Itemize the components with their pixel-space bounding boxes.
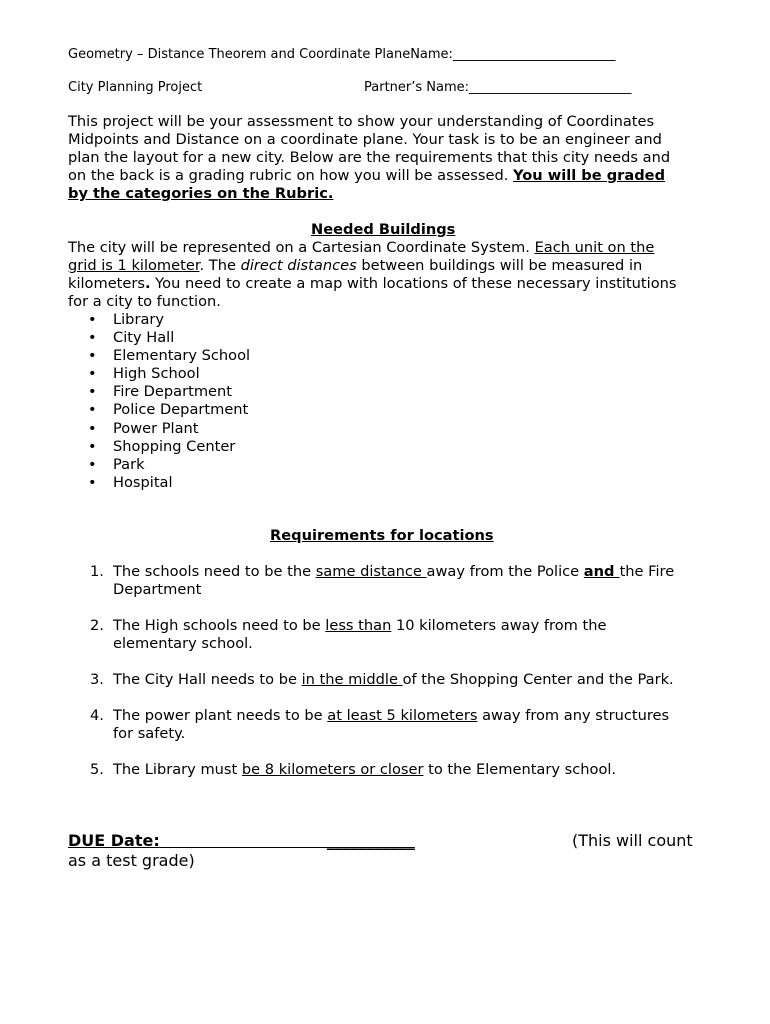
- building-name: Police Department: [113, 401, 249, 419]
- building-name: Elementary School: [113, 347, 251, 365]
- same-distance-emphasis: same distance: [315, 563, 427, 580]
- building-list-item: [88, 329, 250, 347]
- bold-period: .: [145, 275, 151, 292]
- name-label: Name:: [410, 47, 453, 62]
- requirements-list: [90, 563, 720, 797]
- unit-emphasis: Each unit on the: [534, 239, 655, 256]
- needed-line: [68, 257, 708, 275]
- requirement-item: [90, 761, 720, 779]
- needed-text: You need to create a map with locations of these necessary institutions: [150, 275, 677, 292]
- bullet-icon: •: [88, 347, 97, 365]
- bullet-icon: •: [88, 473, 97, 491]
- unit-emphasis-cont: grid is 1 kilometer: [68, 257, 200, 274]
- building-list-item: [88, 347, 250, 365]
- graded-emphasis: You will be graded: [513, 167, 666, 184]
- bullet-icon: •: [88, 455, 97, 473]
- requirement-number: 5.: [90, 761, 104, 778]
- requirement-line: [113, 671, 720, 689]
- building-name: Shopping Center: [113, 437, 236, 455]
- needed-line: [68, 239, 708, 257]
- requirement-line: [113, 617, 720, 635]
- bullet-icon: •: [88, 311, 97, 328]
- building-name: High School: [113, 365, 200, 383]
- needed-buildings-heading: Needed Buildings: [311, 221, 456, 238]
- less-than-emphasis: less than: [325, 617, 392, 634]
- needed-text: between buildings will be measured in: [356, 257, 643, 274]
- bullet-icon: •: [88, 437, 97, 455]
- intro-line: This project will be your assessment to show your understanding of Coordinates: [68, 113, 655, 130]
- partner-name-label: Partner’s Name:: [364, 80, 470, 95]
- at-least-emphasis: at least 5 kilometers: [327, 707, 478, 724]
- intro-line: plan the layout for a new city. Below are the requirements that this city needs and: [68, 149, 671, 166]
- req-text: 10 kilometers away from the: [391, 617, 607, 634]
- due-date-blank[interactable]: ___________: [159, 831, 415, 850]
- requirement-line: elementary school.: [113, 635, 253, 652]
- building-name: Park: [113, 455, 145, 473]
- requirement-item: [90, 617, 720, 653]
- building-name: Power Plant: [113, 419, 199, 437]
- requirement-line: for safety.: [113, 725, 186, 742]
- requirement-number: 3.: [90, 671, 104, 688]
- building-list-item: [88, 311, 250, 329]
- requirement-number: 4.: [90, 707, 104, 724]
- needed-text: kilometers: [68, 275, 145, 292]
- req-text: away from the Police: [426, 563, 584, 580]
- building-list-item: [88, 456, 250, 474]
- name-blank[interactable]: _________________________: [452, 47, 616, 62]
- due-date-label: [68, 831, 415, 850]
- req-text: the Fire: [619, 563, 675, 580]
- due-date-line: [68, 831, 415, 851]
- intro-paragraph: [68, 113, 708, 203]
- requirement-line: [113, 563, 720, 581]
- requirement-item: [90, 563, 720, 599]
- requirement-line: [113, 707, 720, 725]
- project-title: City Planning Project: [68, 80, 203, 95]
- building-list-item: [88, 401, 250, 419]
- building-list-item: [88, 365, 250, 383]
- bullet-icon: •: [88, 365, 97, 383]
- needed-text: . The: [199, 257, 241, 274]
- requirement-item: [90, 671, 720, 689]
- req-text: The schools need to be the: [113, 563, 316, 580]
- req-text: away from any structures: [477, 707, 670, 724]
- header-line-1: [68, 47, 615, 63]
- req-text: of the Shopping Center and the Park.: [402, 671, 674, 688]
- needed-line: [68, 275, 708, 293]
- bullet-icon: •: [88, 401, 97, 419]
- buildings-list: [88, 311, 250, 492]
- building-name: Fire Department: [113, 383, 232, 401]
- building-list-item: [88, 438, 250, 456]
- needed-paragraph: [68, 239, 708, 311]
- requirements-heading: Requirements for locations: [270, 527, 494, 544]
- intro-line: Midpoints and Distance on a coordinate plane. Your task is to be an engineer and: [68, 131, 662, 148]
- direct-distances-italic: direct distances: [240, 257, 357, 274]
- req-text: The High schools need to be: [113, 617, 326, 634]
- req-text: to the Elementary school.: [423, 761, 617, 778]
- course-title: Geometry – Distance Theorem and Coordinate Plane: [68, 47, 411, 62]
- building-name: Hospital: [113, 473, 173, 491]
- graded-emphasis-cont: by the categories on the Rubric.: [68, 185, 334, 202]
- due-label-text: DUE Date:: [68, 831, 160, 850]
- needed-line: for a city to function.: [68, 293, 221, 310]
- needed-text: The city will be represented on a Cartesian Coordinate System.: [68, 239, 535, 256]
- intro-line: [68, 167, 708, 185]
- eight-km-emphasis: be 8 kilometers or closer: [241, 761, 424, 778]
- bullet-icon: •: [88, 383, 97, 401]
- requirement-number: 2.: [90, 617, 104, 634]
- bullet-icon: •: [88, 329, 97, 347]
- requirement-line: [113, 761, 720, 779]
- req-text: The City Hall needs to be: [113, 671, 302, 688]
- building-list-item: [88, 383, 250, 401]
- in-the-middle-emphasis: in the middle: [301, 671, 403, 688]
- requirement-line: Department: [113, 581, 202, 598]
- test-grade-note-cont: as a test grade): [68, 851, 195, 870]
- and-emphasis: and: [583, 563, 620, 580]
- building-name: Library: [113, 311, 165, 328]
- req-text: The Library must: [113, 761, 242, 778]
- requirement-number: 1.: [90, 563, 104, 580]
- building-name: City Hall: [113, 329, 175, 347]
- partner-name-blank[interactable]: _________________________: [469, 80, 632, 95]
- bullet-icon: •: [88, 419, 97, 437]
- building-list-item: [88, 474, 250, 492]
- partner-name-line: [364, 80, 632, 96]
- requirement-item: [90, 707, 720, 743]
- test-grade-note: (This will count: [572, 831, 693, 850]
- req-text: The power plant needs to be: [113, 707, 328, 724]
- intro-text: on the back is a grading rubric on how you will be assessed.: [68, 167, 514, 184]
- building-list-item: [88, 420, 250, 438]
